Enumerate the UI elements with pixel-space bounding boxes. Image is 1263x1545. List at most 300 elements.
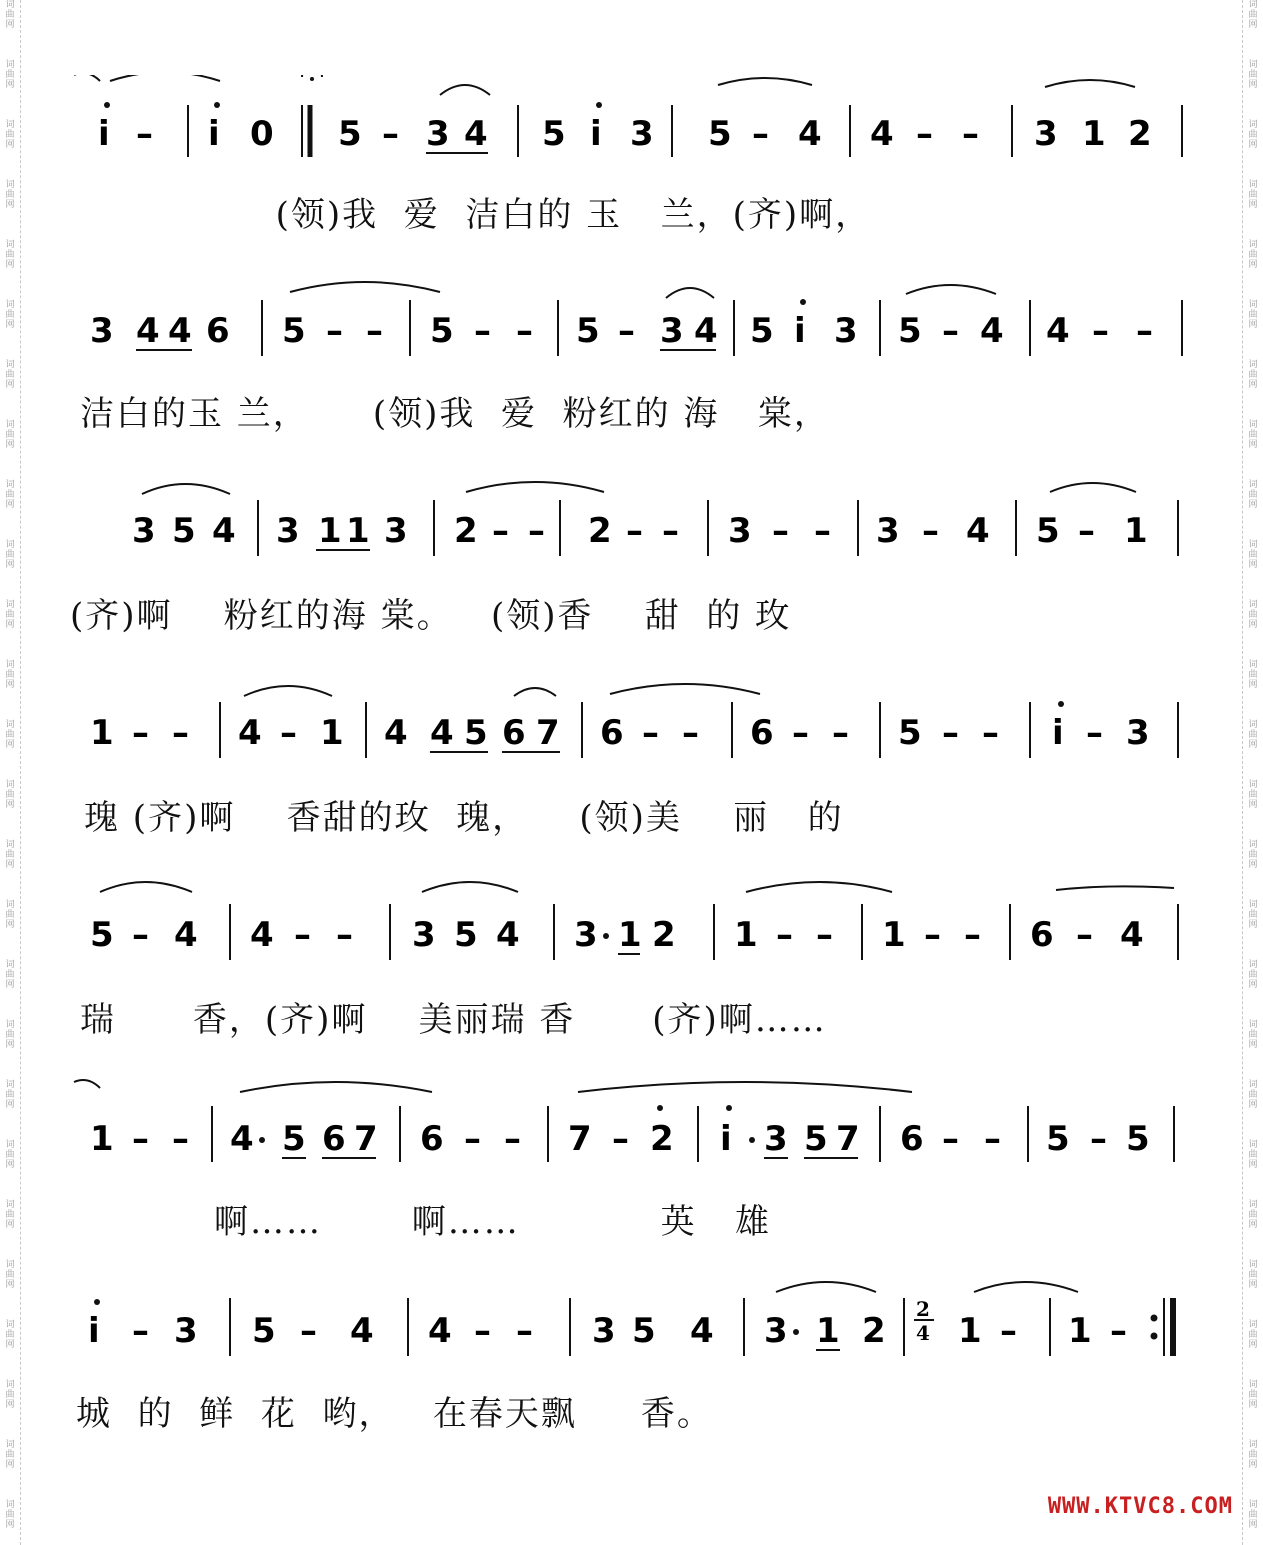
side-char: 网 [1248, 800, 1258, 810]
svg-text:5: 5 [172, 511, 196, 551]
svg-text:4: 4 [870, 114, 894, 154]
svg-text:–: – [682, 713, 699, 753]
svg-text:1: 1 [318, 511, 342, 551]
side-text-block [1243, 360, 1263, 420]
side-char: 曲 [1248, 370, 1258, 380]
svg-text:4: 4 [250, 915, 274, 955]
side-char: 曲 [1248, 1330, 1258, 1340]
side-char: 词 [1248, 1440, 1258, 1450]
notation-line-7 [70, 1278, 1200, 1351]
side-char: 曲 [1248, 10, 1258, 20]
svg-text:–: – [504, 1119, 521, 1159]
side-char: 曲 [5, 730, 15, 740]
svg-text:5: 5 [430, 311, 454, 351]
side-char: 网 [1248, 320, 1258, 330]
side-char: 网 [5, 1040, 15, 1050]
svg-text:3: 3 [1034, 114, 1058, 154]
side-char: 曲 [1248, 490, 1258, 500]
svg-text:–: – [382, 114, 399, 154]
side-char: 词 [5, 660, 15, 670]
side-char: 曲 [5, 550, 15, 560]
side-char: 词 [5, 960, 15, 970]
side-char: 词 [5, 1260, 15, 1270]
side-text-block [0, 1260, 20, 1320]
svg-text:3: 3 [276, 511, 300, 551]
side-char: 词 [1248, 1380, 1258, 1390]
side-char: 词 [1248, 120, 1258, 130]
svg-text:1: 1 [1124, 511, 1148, 551]
side-char: 曲 [1248, 1090, 1258, 1100]
side-char: 网 [1248, 80, 1258, 90]
side-text-block [0, 480, 20, 540]
svg-text:–: – [618, 311, 635, 351]
side-char: 网 [1248, 200, 1258, 210]
side-char: 曲 [5, 10, 15, 20]
svg-text:4: 4 [428, 1311, 452, 1351]
svg-text:–: – [132, 915, 149, 955]
svg-text:5: 5 [708, 114, 732, 154]
side-char: 网 [5, 680, 15, 690]
side-char: 词 [5, 1380, 15, 1390]
svg-text:1: 1 [346, 511, 370, 551]
side-char: 网 [1248, 20, 1258, 30]
svg-text:–: – [1092, 311, 1109, 351]
side-char: 词 [5, 120, 15, 130]
svg-text:–: – [612, 1119, 629, 1159]
svg-text:4: 4 [384, 713, 408, 753]
side-char: 网 [1248, 1160, 1258, 1170]
side-char: 曲 [5, 310, 15, 320]
svg-text:–: – [1078, 511, 1095, 551]
side-char: 曲 [1248, 130, 1258, 140]
svg-text:4: 4 [174, 915, 198, 955]
side-char: 曲 [5, 1330, 15, 1340]
side-char: 网 [1248, 440, 1258, 450]
side-text-block [0, 1320, 20, 1380]
svg-text:–: – [942, 713, 959, 753]
svg-text:6: 6 [322, 1119, 346, 1159]
svg-text:7: 7 [836, 1119, 860, 1159]
svg-text:i: i [590, 114, 602, 154]
svg-text:1: 1 [1082, 114, 1106, 154]
svg-text:4: 4 [1120, 915, 1144, 955]
side-char: 网 [5, 500, 15, 510]
side-text-block [0, 0, 20, 60]
side-char: 词 [1248, 1020, 1258, 1030]
svg-text:–: – [136, 114, 153, 154]
svg-text:–: – [336, 915, 353, 955]
svg-text:5: 5 [898, 713, 922, 753]
side-char: 网 [5, 20, 15, 30]
lyric-line-3: (齐)啊 粉红的海 棠。 (领)香 甜 的 玫 [70, 596, 792, 636]
side-char: 曲 [1248, 790, 1258, 800]
side-text-block [1243, 0, 1263, 60]
side-char: 词 [1248, 480, 1258, 490]
side-char: 网 [1248, 1520, 1258, 1530]
side-char: 网 [5, 200, 15, 210]
side-text-block [1243, 960, 1263, 1020]
side-char: 曲 [1248, 1150, 1258, 1160]
svg-text:5: 5 [576, 311, 600, 351]
side-char: 曲 [5, 1030, 15, 1040]
side-char: 曲 [1248, 70, 1258, 80]
side-char: 曲 [5, 910, 15, 920]
side-char: 词 [5, 540, 15, 550]
side-char: 网 [5, 860, 15, 870]
svg-text:3: 3 [426, 114, 450, 154]
svg-text:–: – [1136, 311, 1153, 351]
side-char: 曲 [5, 1270, 15, 1280]
side-char: 曲 [5, 1510, 15, 1520]
side-char: 网 [5, 1340, 15, 1350]
side-char: 曲 [5, 1390, 15, 1400]
side-text-block [1243, 540, 1263, 600]
svg-text:6: 6 [420, 1119, 444, 1159]
svg-text:–: – [772, 511, 789, 551]
svg-text:1: 1 [1068, 1311, 1092, 1351]
side-char: 网 [5, 740, 15, 750]
side-char: 曲 [1248, 550, 1258, 560]
side-char: 网 [5, 260, 15, 270]
side-text-block [0, 720, 20, 780]
side-text-block [1243, 720, 1263, 780]
side-char: 网 [5, 1160, 15, 1170]
svg-text:2: 2 [650, 1119, 674, 1159]
side-char: 网 [5, 140, 15, 150]
side-text-block [1243, 1200, 1263, 1260]
notation-line-1 [70, 75, 1200, 154]
svg-text:4: 4 [212, 511, 236, 551]
side-char: 词 [1248, 1200, 1258, 1210]
side-char: 网 [5, 1520, 15, 1530]
side-text-block [0, 840, 20, 900]
svg-text:3: 3 [1126, 713, 1150, 753]
svg-text:4: 4 [430, 713, 454, 753]
right-margin-strip [1242, 0, 1263, 1545]
side-char: 网 [5, 1100, 15, 1110]
svg-text:–: – [528, 511, 545, 551]
svg-text:–: – [1000, 1311, 1017, 1351]
svg-text:–: – [626, 511, 643, 551]
svg-text:4: 4 [136, 311, 160, 351]
svg-text:–: – [982, 713, 999, 753]
side-char: 曲 [1248, 1210, 1258, 1220]
svg-text:–: – [776, 915, 793, 955]
svg-text:4: 4 [230, 1119, 254, 1159]
side-char: 曲 [5, 490, 15, 500]
side-char: 网 [1248, 680, 1258, 690]
side-char: 词 [1248, 420, 1258, 430]
side-text-block [1243, 300, 1263, 360]
side-char: 曲 [1248, 1270, 1258, 1280]
side-char: 词 [5, 420, 15, 430]
svg-text:5: 5 [338, 114, 362, 154]
svg-text:7: 7 [536, 713, 560, 753]
side-char: 网 [1248, 260, 1258, 270]
lyric-line-2: 洁白的玉 兰， (领)我 爱 粉红的 海 棠， [80, 394, 830, 434]
svg-text:4: 4 [464, 114, 488, 154]
svg-text:–: – [492, 511, 509, 551]
side-text-block [1243, 60, 1263, 120]
notation-line-2 [70, 278, 1200, 351]
side-text-block [1243, 1260, 1263, 1320]
side-text-block [1243, 900, 1263, 960]
side-char: 网 [1248, 380, 1258, 390]
svg-text:–: – [1090, 1119, 1107, 1159]
svg-text:i: i [720, 1119, 732, 1159]
side-char: 词 [5, 180, 15, 190]
svg-text:–: – [942, 311, 959, 351]
side-text-block [1243, 1140, 1263, 1200]
svg-text:4: 4 [168, 311, 192, 351]
svg-text:4: 4 [350, 1311, 374, 1351]
svg-text:5: 5 [1036, 511, 1060, 551]
side-text-block [0, 240, 20, 300]
svg-text:3: 3 [630, 114, 654, 154]
side-char: 网 [1248, 1460, 1258, 1470]
svg-text:5: 5 [1046, 1119, 1070, 1159]
side-char: 网 [5, 1280, 15, 1290]
side-char: 词 [1248, 60, 1258, 70]
side-char: 词 [5, 780, 15, 790]
side-char: 曲 [5, 1090, 15, 1100]
svg-text:3: 3 [764, 1311, 788, 1351]
notation-line-6 [70, 1078, 1200, 1159]
svg-text:–: – [964, 915, 981, 955]
side-char: 曲 [5, 430, 15, 440]
notation-line-4 [70, 680, 1200, 753]
side-char: 曲 [5, 70, 15, 80]
side-char: 词 [1248, 1260, 1258, 1270]
side-char: 曲 [1248, 850, 1258, 860]
lyric-line-5: 瑞 香，(齐)啊 美丽瑞 香 (齐)啊…… [80, 1000, 827, 1040]
svg-text:6: 6 [750, 713, 774, 753]
side-char: 词 [1248, 900, 1258, 910]
svg-text:–: – [832, 713, 849, 753]
svg-text:–: – [516, 311, 533, 351]
svg-text:3: 3 [90, 311, 114, 351]
side-char: 曲 [1248, 190, 1258, 200]
side-char: 词 [1248, 600, 1258, 610]
svg-text:2: 2 [916, 1297, 930, 1321]
svg-text:–: – [962, 114, 979, 154]
side-char: 曲 [5, 790, 15, 800]
svg-text:4: 4 [238, 713, 262, 753]
side-text-block [0, 300, 20, 360]
side-text-block [0, 120, 20, 180]
side-text-block [1243, 780, 1263, 840]
side-char: 曲 [5, 970, 15, 980]
svg-text:–: – [132, 713, 149, 753]
side-char: 词 [5, 720, 15, 730]
side-char: 词 [5, 480, 15, 490]
side-char: 网 [1248, 1220, 1258, 1230]
svg-text:–: – [1110, 1311, 1127, 1351]
svg-text:–: – [326, 311, 343, 351]
side-char: 网 [1248, 1100, 1258, 1110]
side-char: 网 [5, 320, 15, 330]
side-char: 网 [5, 620, 15, 630]
side-char: 曲 [1248, 670, 1258, 680]
side-char: 词 [1248, 1500, 1258, 1510]
side-text-block [0, 780, 20, 840]
left-margin-strip [0, 0, 21, 1545]
svg-text:4: 4 [496, 915, 520, 955]
svg-text:3: 3 [132, 511, 156, 551]
side-text-block [1243, 1020, 1263, 1080]
side-char: 曲 [5, 1450, 15, 1460]
side-char: 网 [1248, 920, 1258, 930]
side-char: 网 [5, 560, 15, 570]
svg-text:1: 1 [816, 1311, 840, 1351]
side-text-block [0, 180, 20, 240]
svg-text:1: 1 [618, 915, 642, 955]
svg-text:–: – [924, 915, 941, 955]
site-watermark: WWW.KTVC8.COM [1047, 1494, 1233, 1519]
svg-text:–: – [984, 1119, 1001, 1159]
side-char: 曲 [1248, 910, 1258, 920]
side-char: 词 [1248, 240, 1258, 250]
svg-text:–: – [922, 511, 939, 551]
side-text-block [1243, 1320, 1263, 1380]
svg-text:6: 6 [502, 713, 526, 753]
side-text-block [0, 60, 20, 120]
side-text-block [1243, 660, 1263, 720]
side-text-block [0, 900, 20, 960]
side-char: 词 [5, 1140, 15, 1150]
svg-text:1: 1 [958, 1311, 982, 1351]
side-char: 曲 [1248, 1030, 1258, 1040]
lyric-line-7: 城 的 鲜 花 哟， 在春天飘 香。 [76, 1394, 713, 1434]
side-char: 曲 [5, 610, 15, 620]
side-text-block [1243, 1080, 1263, 1140]
side-char: 网 [1248, 980, 1258, 990]
svg-text:2: 2 [588, 511, 612, 551]
side-char: 词 [5, 1440, 15, 1450]
side-char: 网 [5, 1460, 15, 1470]
side-text-block [0, 540, 20, 600]
side-char: 网 [1248, 500, 1258, 510]
svg-text:i: i [1052, 713, 1064, 753]
side-char: 网 [5, 380, 15, 390]
svg-text:2: 2 [1128, 114, 1152, 154]
svg-text:–: – [474, 311, 491, 351]
svg-text:–: – [792, 713, 809, 753]
side-char: 词 [1248, 180, 1258, 190]
svg-text:2: 2 [652, 915, 676, 955]
side-char: 曲 [5, 1150, 15, 1160]
lyric-line-6: 啊…… 啊…… 英 雄 [150, 1202, 771, 1242]
svg-text:4: 4 [1046, 311, 1070, 351]
svg-text:i: i [208, 114, 220, 154]
svg-text:–: – [300, 1311, 317, 1351]
svg-text:–: – [172, 713, 189, 753]
side-text-block [1243, 600, 1263, 660]
note-group-1: i [98, 114, 110, 154]
side-char: 网 [1248, 740, 1258, 750]
notation-line-3 [70, 478, 1200, 551]
svg-text:5: 5 [632, 1311, 656, 1351]
side-char: 词 [1248, 780, 1258, 790]
lyric-line-4: 瑰 (齐)啊 香甜的玫 瑰， (领)美 丽 的 [84, 798, 844, 838]
side-char: 曲 [1248, 1510, 1258, 1520]
side-text-block [1243, 1380, 1263, 1440]
svg-text:–: – [172, 1119, 189, 1159]
svg-text:5: 5 [252, 1311, 276, 1351]
svg-text:2: 2 [862, 1311, 886, 1351]
side-text-block [0, 360, 20, 420]
svg-text:–: – [132, 1311, 149, 1351]
svg-text:5: 5 [1126, 1119, 1150, 1159]
side-char: 曲 [1248, 430, 1258, 440]
side-char: 词 [5, 0, 15, 10]
svg-text:–: – [752, 114, 769, 154]
svg-text:–: – [132, 1119, 149, 1159]
svg-text:6: 6 [900, 1119, 924, 1159]
svg-text:5: 5 [464, 713, 488, 753]
side-char: 曲 [1248, 250, 1258, 260]
svg-text:7: 7 [354, 1119, 378, 1159]
side-text-block [0, 1380, 20, 1440]
svg-text:3: 3 [174, 1311, 198, 1351]
svg-text:4: 4 [966, 511, 990, 551]
svg-text:–: – [816, 915, 833, 955]
side-text-block [1243, 240, 1263, 300]
svg-text:3: 3 [592, 1311, 616, 1351]
side-char: 词 [1248, 360, 1258, 370]
side-char: 曲 [5, 130, 15, 140]
side-text-block [0, 420, 20, 480]
side-char: 词 [5, 60, 15, 70]
side-char: 曲 [5, 250, 15, 260]
svg-text:3: 3 [728, 511, 752, 551]
svg-text:3: 3 [660, 311, 684, 351]
svg-text:0: 0 [250, 114, 274, 154]
side-char: 网 [5, 1220, 15, 1230]
svg-text:–: – [642, 713, 659, 753]
svg-text:i: i [794, 311, 806, 351]
svg-text:5: 5 [282, 1119, 306, 1159]
svg-text:3: 3 [876, 511, 900, 551]
side-char: 词 [5, 360, 15, 370]
svg-text:–: – [464, 1119, 481, 1159]
svg-text:3: 3 [834, 311, 858, 351]
side-char: 词 [5, 240, 15, 250]
svg-text:5: 5 [804, 1119, 828, 1159]
svg-text:5: 5 [282, 311, 306, 351]
side-char: 曲 [5, 670, 15, 680]
side-char: 曲 [1248, 1450, 1258, 1460]
side-char: 曲 [5, 850, 15, 860]
side-text-block [0, 600, 20, 660]
side-char: 词 [1248, 0, 1258, 10]
svg-text:1: 1 [320, 713, 344, 753]
svg-text:5: 5 [750, 311, 774, 351]
side-text-block [1243, 120, 1263, 180]
side-text-block [1243, 480, 1263, 540]
side-text-block [1243, 180, 1263, 240]
side-text-block [0, 1500, 20, 1545]
side-char: 词 [1248, 660, 1258, 670]
svg-text:i: i [88, 1311, 100, 1351]
side-text-block [0, 960, 20, 1020]
side-text-block [0, 1020, 20, 1080]
side-char: 词 [5, 1320, 15, 1330]
svg-text:5: 5 [542, 114, 566, 154]
side-text-block [1243, 840, 1263, 900]
svg-text:–: – [916, 114, 933, 154]
svg-text:–: – [366, 311, 383, 351]
